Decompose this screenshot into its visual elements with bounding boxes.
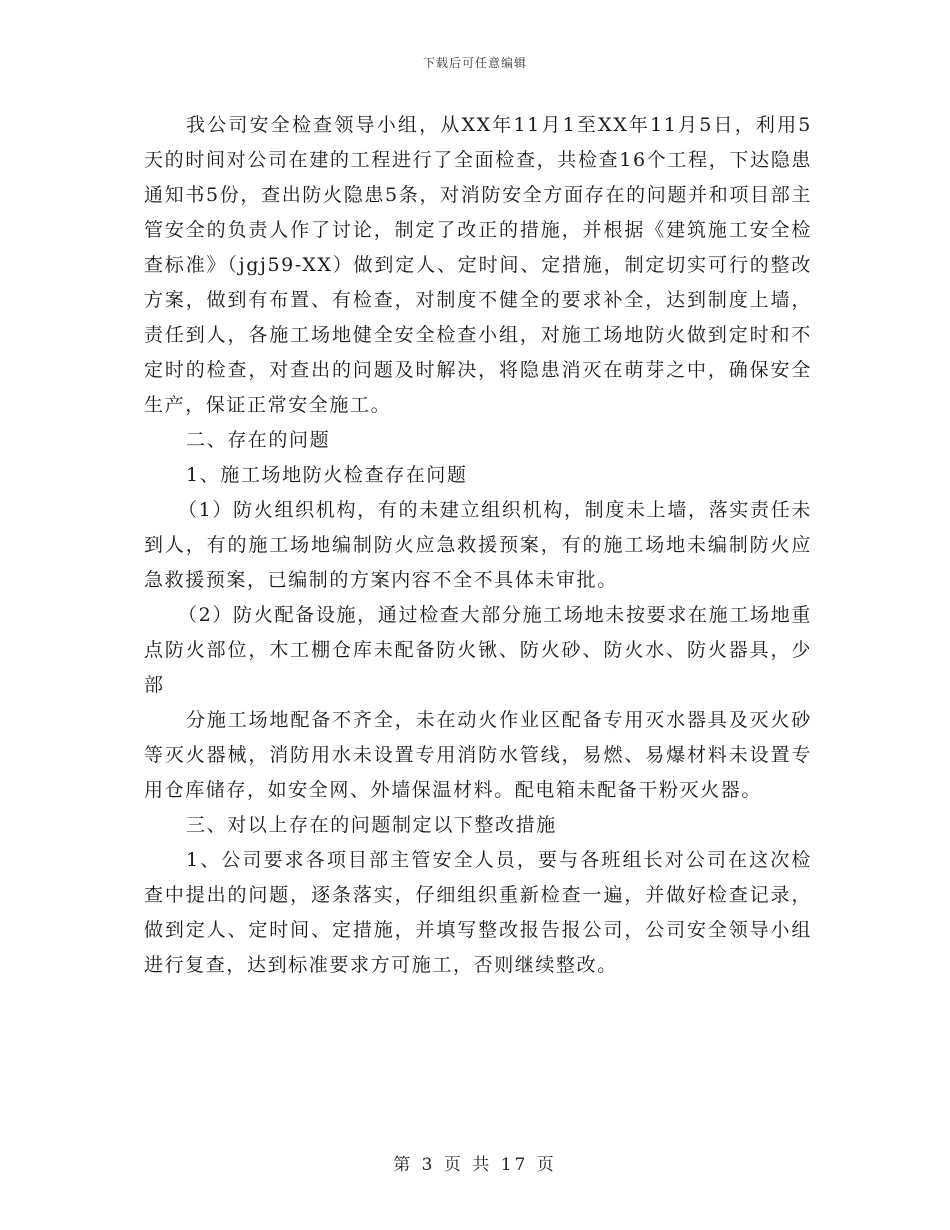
body-paragraph-intro: 我公司安全检查领导小组，从XX年11月1至XX年11月5日，利用5天的时间对公司在建的工程进行了全面检查，共检查16个工程，下达隐患通知书5份，查出防火隐患5条，对消防安全方面存在的问题并和项目部主管安全的负责人作了讨论，制定了改正的措施，并根据《建筑施工安全检查标准》（jgj59-XX）做到定人、定时间、定措施，制定切实可行的整改方案，做到有布置、有检查，对制度不健全的要求补全，达到制度上墙，责任到人，各施工场地健全安全检查小组，对施工场地防火做到定时和不定时的检查，对查出的问题及时解决，将隐患消灭在萌芽之中，确保安全生产，保证正常安全施工。 [144,114,812,416]
body-paragraph-item-2-continued: 分施工场地配备不齐全，未在动火作业区配备专用灭水器具及灭火砂等灭火器械，消防用水未设置专用消防水管线，易燃、易爆材料未设置专用仓库储存，如安全网、外墙保温材料。配电箱未配备干粉灭火器。 [144,709,812,801]
body-paragraph-item-2: （2）防火配备设施，通过检查大部分施工场地未按要求在施工场地重点防火部位，木工棚仓库未配备防火锹、防火砂、防火水、防火器具，少部 [144,604,812,696]
page-header: 下载后可任意编辑 [422,56,527,70]
document-body [144,108,812,983]
subsection-heading-fire-check: 1、施工场地防火检查存在问题 [186,464,468,486]
page-number-footer: 第 3 页 共 17 页 [393,1155,557,1175]
section-heading-measures: 三、对以上存在的问题制定以下整改措施 [186,814,557,836]
body-paragraph-item-1: （1）防火组织机构，有的未建立组织机构，制度未上墙，落实责任未到人，有的施工场地编制防火应急救援预案，有的施工场地未编制防火应急救援预案，已编制的方案内容不全不具体未审批。 [144,499,812,591]
section-heading-problems: 二、存在的问题 [186,429,331,451]
body-paragraph-measure-1: 1、公司要求各项目部主管安全人员，要与各班组长对公司在这次检查中提出的问题，逐条落实，仔细组织重新检查一遍，并做好检查记录，做到定人、定时间、定措施，并填写整改报告报公司，公司安全领导小组进行复查，达到标准要求方可施工，否则继续整改。 [144,849,812,976]
